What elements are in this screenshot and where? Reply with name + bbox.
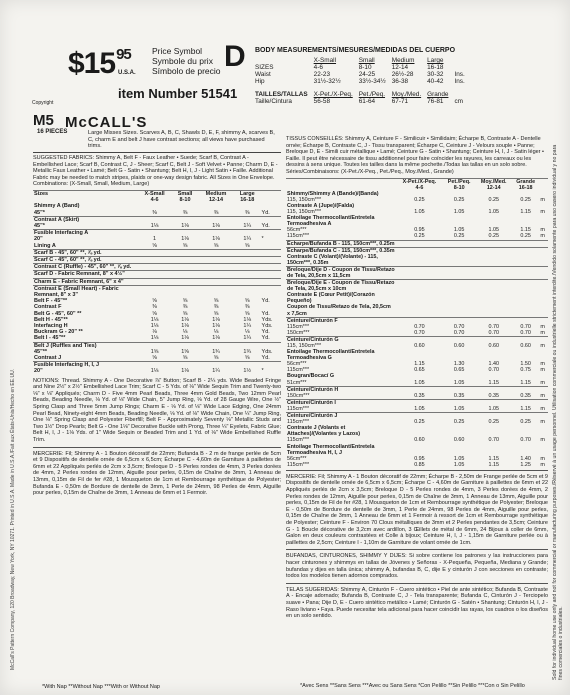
yardage-row: Contrast F ⅜ ⅜ ⅜ ⅜ [34,304,250,311]
metric-yardage-row: 115cm*** 0.85 1.05 1.15 1.25 m [287,461,545,468]
metric-yardage-row: Bougran/Bocací G [287,373,335,380]
price: $\$15^{95}$ [68,46,131,80]
price-symbol-letter: D [224,40,246,73]
metric-yardage-row: 115cm*** 0.25 0.25 0.25 0.25 m [287,419,545,426]
metric-yardage-row: Breloque/Dije D - Coupon de Tissu/Retazo de Tela, 20,5cm x 11,5cm [286,266,548,279]
yardage-table: Sizes X-Small Small Medium Large 4-6 8-10 12-14 16-18 Shimmy A (Band) 45"* ⅜ ⅜ ⅜ ⅜ Yd. Contrast A (Skirt) 45"* 1⅛ 1⅛ 1⅛ 1¼ Yd. Fusible Interfacing A 20" 1 1⅛ 1⅛ 1¼ * Lining A ⅝ ⅝ ⅝ ⅝ Scarf B - 45", 60" **, ⅞ yd. Scarf C - 45", 60" **, ⅞ yd. Contrast C (Ruffle) - 45", 60" **, ⅞ yd. Scarf D - Fabric Remnant, 8" x 4½" Charm E - Fabric Remnant, 6" x 4" Contrast E (Small Heart) - Fabric Remnant, 8" x 3" Belt F - 45"** ⅝ ⅝ ⅝ ⅝ Yd. Contrast F ⅜ ⅜ ⅜ ⅜ Belt G - 45", 60" ** ⅝ ⅝ ⅝ ⅝ Yd. Belt H - 45"** 1⅛ 1⅛ 1⅛ 1⅛ Yds. Interfacing H 1⅛ 1⅛ 1⅛ 1¼ Yds. Buckram G - 20" ** ⅛ ⅛ ⅛ ⅛ Yd. Belt I - 45"** 1⅛ 1⅛ 1⅛ 1¼ Yd. Belt J (Ruffles and Ties) 45"** 1⅝ 1⅝ 1¾ 1¾ Yds. Contrast J ⅝ ⅝ ⅝ ⅝ Yd. Fusible Interfacing H, I, J 20" 1⅛ 1⅛ 1¼ 1½ * [33,190,281,375]
nap-legend-french-spanish: *Avec Sens **Sans Sens ***Avec ou Sans Sens *Con Pelillo **Sin Pelillo ***Con o Sin Pelillo [300,683,525,689]
pieces-count: 16 PIECES [37,129,68,135]
usage-notice-vertical: Sold for individual home use only and not for commercial or manufacturing purposes./Réservé à un usage personnel. Utilisation commerciale ou industrielle strictement interdite./Vendido solamente para uso casero individual y no para fines comerciales o industriales. [552,144,564,680]
metric-yardage-row: Ceinture/Cinturón H [286,386,548,393]
yardage-row: Belt H - 45"** 1⅛ 1⅛ 1⅛ 1⅛ Yds. [34,316,273,323]
yardage-row: Contrast E (Small Heart) - Fabric Remnant, 8" x 3" [33,285,281,298]
body-measurements [255,47,555,105]
envelope-header [0,0,570,112]
metric-yardage-row: 56cm*** 0.95 1.05 1.05 1.15 m [287,227,545,234]
bufandas-text: BUFANDAS, CINTURONES, SHIMMY Y DIJES: Si sobre contiene los patrones y las instrucciones para hacer cinturones y shimmys en tallas de Jóvenes y Señoras - X-Pequeña, Pequeña, Mediana y Grande; bufandas y dijes en talla única; shimmy A, bufandas B, C, dije E y cinturón J con secciones en contraste; todos los modelos tienen adornos comprados. [286,553,548,580]
yardage-row: 45"* ⅜ ⅜ ⅜ ⅜ Yd. [34,209,270,216]
yardage-row: Contrast A (Skirt) [33,216,281,223]
yardage-row: Contrast J ⅝ ⅝ ⅝ ⅝ Yd. [34,355,270,362]
measurement-row: Hip 31½-32½ 33½-34½ 36-38 40-42 Ins. [255,78,465,85]
notions-english: NOTIONS: Thread. Shimmy A - One Decorative ⅞" Button; Scarf B - 2¼ yds. Wide Beaded Fringe and Nine 2½" x 2½" Embellished Lace Trim; Scarf C - 5 Yds. of ⅛" Wide Sequin Trim and Twenty-two ⅛" x ⅛" Appliqués; Charm D - Five 4mm Pearl Beads, Three 4mm Gold Beads, Two 12mm Pearl Beads, Beading Needle, ⅛ Yd. of ⅛" Wide Chain, 5" Jump Ring, ⅛ Yd. of 28 Gauge Wire, One ½" Spring Clasp and Three 5mm Jump Rings; Charm E - ⅛ Yd. of ⅛" Wide Lace Edging, One 24mm Pearl Bead, Ninety-eight 4mm Beads, Beading Needle, ⅛ Yd. of ⅛" Wide Chain, One ¼" Jump Ring, One ⅛" Spring Clasp and Polyester Fiberfill; Belt F - Approximately Seventy ⅛" Metallic Studs and Two 1½" Drop Pearls; Belt G - One 1⅛" Decorative Buckle with Prong, Three ¼" Eyelets, Fabric Glue; Belt H, I, J - 1⅛ Yds. of 1" Wide Sequin or Beaded Trim and 1 Yd. of ⅛" Wide Embellished Ruffle Trim. [33,377,281,443]
brand-logo: McCALL'S [65,114,148,131]
yardage-row: Contrast C (Ruffle) - 45", 60" **, ⅞ yd. [33,264,281,271]
yardage-row: Shimmy A (Band) [34,203,80,210]
telas-sugeridas: TELAS SUGERIDAS: Shimmy A, Cinturón F - Cuero sintético • Piel de ante sintético; Bufanda B, Contraste A - Encaje adornado; Bufanda B, Contraste C, J - Tela transparente; Bufanda C, Cinturón J - Terciopelo suave • Pana; Dije D, E - Cuero sintético metálico • Lamé; Cinturón G - Satén • Shantung; Cinturón H, I, J - Raso liviano • Faya. Puede necesitar tela adicional para hacer coincidir las rayas, los cuadros o los diseños en un solo sentido. [286,586,548,620]
yardage-row: Scarf B - 45", 60" **, ⅞ yd. [33,249,281,256]
mercerie-right: MERCERIE: Fil; Shimmy A - 1 Bouton décoratif de 22mm; Écharpe B - 2,50m de Frange perlée de 5cm et 9 Dispositifs de dentelle ornée de 6,5cm x 6,5cm; Écharpe C - 4,60m de Garniture à paillettes de 6mm et 22 Appliqués perlés de 2cm x 3,5cm; Breloque D - 5 Perles rondes de 4mm, 3 Perles dorées de 4mm, 2 Perles rondes de 12mm, Aiguille pour perles, 0,15m de Chaîne de 3mm, 1 Anneau de 13mm, Aiguille pour perles, 0,15m de Fil de fer #28, 1 Mousqueton de 1cm et Rembourrage synthétique de Polyester; Breloque E - 0,50m de Bordure de dentelle de 3mm, 1 Perle de 24mm, 98 Perles de 4mm, Aiguille pour perles, 0,15m de Chaîne de 3mm, 1 Anneau de 6mm et 1 Fermoir à ressort de 1cm et Rembourrage synthétique de Polyester; Ceinture F - Environ 70 Clous métalliques de 3mm et 2 Perles pendantes de 3,5cm; Ceinture G - 1 Boucle décorative de 3,2cm avec ardillon, 3 Œillets de métal de 6mm, 24 Bijoux à coller de 6mm, Galon en deux couleurs contrastées et Colle à bijoux; Ceinture H, I, J - 1,15m de Garniture perlée ou à paillettes de 2,5cm; Ceinture I - 1,10m de Garniture de volant ornée de 1cm. [286,473,548,546]
pattern-number: M5 [33,112,54,129]
french-spanish-column [286,134,548,682]
measurements-table: X-Small Small Medium Large SIZES 4-6 8-10 12-14 16-18 Waist 22-23 24-25 26½-28 30-32 Ins. Hip 31½-32½ 33½-34½ 36-38 40-42 Ins. TAILLES/TALLAS X-Pet./X-Peq. Pet./Peq. Moy./Med. Grande Taille/Cintura 56-58 61-64 67-71 76-81 cm [255,57,471,105]
description-text: Large Misses Sizes. Scarves A, B, C, Shawls D, E, F, shimmy A, scarves B, C, charm E and belt J have contrast sections; all views have purchased trims. [88,130,275,150]
metric-yardage-row: Shimmy/Shimmy A (Bande)/(Banda) [287,190,379,197]
measurement-row: Taille/Cintura 56-58 61-64 67-71 76-81 cm [255,98,463,105]
yardage-row: Scarf D - Fabric Remnant, 8" x 4½" [33,271,281,278]
metric-yardage-row: 51cm*** 1.05 1.05 1.15 1.15 m [287,379,545,386]
yardage-row: Belt F - 45"** ⅝ ⅝ ⅝ ⅝ Yd. [34,298,270,305]
body-measurements-title: BODY MEASUREMENTS/MESURES/MEDIDAS DEL CUERPO [255,47,456,54]
metric-yardage-row: 115cm*** 0.60 0.60 0.70 0.70 m [287,437,545,444]
metric-yardage-row: Contraste J (Volants et Attaches)/(Volantes y Lazos) [287,425,360,438]
yardage-row: 20" 1 1⅛ 1⅛ 1¼ * [34,236,264,243]
metric-yardage-row: 115, 150cm*** 0.60 0.60 0.60 0.60 m [287,343,545,349]
metric-yardage-row: Contraste E (Cœur Petit)/(Corazón Pequeño) [287,292,375,305]
metric-yardage-row: 115, 150cm*** 1.05 1.05 1.05 1.15 m [287,209,545,216]
item-number: item Number 51541 [118,86,238,101]
metric-yardage-row: Entoilage Thermocollant/Entretela Termoadhesiva G [287,349,375,362]
metric-yardage-row: Ceinture/Cinturón I [286,399,548,406]
metric-yardage-row: Entoilage Thermocollant/Entretela Termoadhesiva H, I, J [287,443,375,456]
metric-yardage-row: Entoilage Thermocollant/Entretela Termoadhesiva A [287,215,375,228]
yardage-row: Lining A ⅝ ⅝ ⅝ ⅝ [34,242,250,249]
measurement-row: Waist 22-23 24-25 26½-28 30-32 Ins. [255,71,465,78]
metric-yardage-row: Écharpe/Bufanda C - 115, 150cm***, 0.35m [286,247,548,254]
yardage-row: Belt G - 45", 60" ** ⅝ ⅝ ⅝ ⅝ Yd. [34,310,270,317]
price-symbol-label: Price Symbol Symbole du prix Símbolo de precio [152,46,221,76]
tissus-conseilles: TISSUS CONSEILLÉS: Shimmy A, Ceinture F - Similicuir • Similidaim; Écharpe B, Contraste A - Dentelle ornée; Écharpe B, Contraste C, J - Tissu transparent; Écharpe C, Ceinture J - Velours souple • Panne; Breloque D, E - Simili cuir métallique • Lamé; Ceinture G - Satin • Shantung; Ceinture H, I, J - Satin léger • Faille. Il peut être nécessaire de tissu additionnel pour faire coïncider les rayures, les carreaux ou les dessins à sens unique. Toutes les tailles dans la même pochette./Todas las tallas en un solo sobre. Séries/Combinaisons: (X-Pet./X-Peq., Pet./Peq., Moy./Med., Grande) [286,136,544,175]
metric-yardage-row: Contraste A (Jupe)/(Falda) [287,202,354,209]
mercerie-left: MERCERIE: Fil; Shimmy A - 1 Bouton décoratif de 22mm; Bufanda B - 2 m de frange perlée de 5cm et 9 Dispositifs de dentelle ornée de 6,5cm x 6,5cm; Écharpe C - 4,60m de Garniture à paillettes de 6mm et 22 Appliqués perlés de 2cm x 3,5cm; Breloque D - 5 Perles rondes de 4mm, 3 Perles dorées de 4mm, 2 Perles rondes de 12mm, Aiguille pour perles, 0,15m de Chaîne de 3mm, 1 Anneau de 13mm, 0,15m de Fil de fer #28, 1 Mousqueton de 1cm et Rembourrage synthétique de Polyester; Bufanda E - 0,50m de Bordure de dentelle de 3mm, 1 Perle de 24mm, 98 Perles de 4mm, Aiguille pour perles, 0,15m de Chaîne de 3mm, 1 Anneau de 6mm et 1 Fermoir. [33,450,281,497]
yardage-row: 45"* 1⅛ 1⅛ 1⅛ 1¼ Yd. [34,222,270,229]
metric-yardage-row: 115cm*** 1.05 1.05 1.05 1.15 m [287,405,545,412]
yardage-row: Fusible Interfacing A [33,230,281,237]
metric-yardage-row: 115cm*** 0.65 0.65 0.70 0.75 m [287,367,545,374]
nap-legend-english: *With Nap **Without Nap ***With or Without Nap [42,684,160,690]
english-column [33,152,281,681]
yardage-row: Fusible Interfacing H, I, J [33,362,281,369]
yardage-row: Buckram G - 20" ** ⅛ ⅛ ⅛ ⅛ Yd. [34,329,270,336]
metric-yardage-row: Ceinture/Cinturón G [286,336,548,343]
yardage-row: Charm E - Fabric Remnant, 6" x 4" [33,278,281,285]
metric-yardage-row: 115cm*** 0.70 0.70 0.70 0.70 m [287,323,545,330]
metric-yardage-row: 56cm*** 1.15 1.30 1.40 1.50 m [287,361,545,368]
metric-yardage-row: Ceinture/Cinturón F [286,317,548,324]
yardage-row: 45"** 1⅝ 1⅝ 1¾ 1¾ Yds. [34,348,273,355]
metric-yardage-row: 56cm*** 0.95 1.05 1.15 1.40 m [287,455,545,462]
metric-yardage-row: Ceinture/Cinturón J [286,413,548,420]
metric-yardage-row: Écharpe/Bufanda B - 115, 150cm***, 0.25m [286,240,548,247]
yardage-row: Scarf C - 45", 60" **, ⅞ yd. [33,257,281,264]
measurement-row: SIZES 4-6 8-10 12-14 16-18 [255,64,444,71]
metric-yardage-row: Breloque/Dije E - Coupon de Tissu/Retazo de Tela, 20,5cm x 10cm [286,280,548,293]
metric-yardage-row: 150cm*** 0.35 0.35 0.35 0.35 m [287,392,545,399]
metric-yardage-row: 115, 150cm*** 0.25 0.25 0.25 0.25 m [287,196,545,203]
metric-yardage-table: X-Pet./X-Peq. Pet./Peq. Moy./Med. Grande 4-6 8-10 12-14 16-18 Shimmy/Shimmy A (Bande)/(Banda) 115, 150cm*** 0.25 0.25 0.25 0.25 m Contraste A (Jupe)/(Falda) 115, 150cm*** 1.05 1.05 1.05 1.15 m Entoilage Thermocollant/Entretela Termoadhesiva A 56cm*** 0.95 1.05 1.05 1.15 m 115cm*** 0.25 0.25 0.25 0.25 m Écharpe/Bufanda B - 115, 150cm***, 0.25m Écharpe/Bufanda C - 115, 150cm***, 0.35m Contraste C (Volant)/(Volante) - 115, 150cm***, 0.35m Breloque/Dije D - Coupon de Tissu/Retazo de Tela, 20,5cm x 11,5cm Breloque/Dije E - Coupon de Tissu/Retazo de Tela, 20,5cm x 10cm Contraste E (Cœur Petit)/(Corazón Pequeño) Coupon de Tissu/Retazo de Tela, 20,5cm x 7,5cm Ceinture/Cinturón F 115cm*** 0.70 0.70 0.70 0.70 m 150cm*** 0.70 0.70 0.70 0.70 m Ceinture/Cinturón G 115, 150cm*** 0.60 0.60 0.60 0.60 m Entoilage Thermocollant/Entretela Termoadhesiva G 56cm*** 1.15 1.30 1.40 1.50 m 115cm*** 0.65 0.65 0.70 0.75 m Bougran/Bocací G 51cm*** 1.05 1.05 1.15 1.15 m Ceinture/Cinturón H 150cm*** 0.35 0.35 0.35 0.35 m Ceinture/Cinturón I 115cm*** 1.05 1.05 1.05 1.15 m Ceinture/Cinturón J 115cm*** 0.25 0.25 0.25 0.25 m Contraste J (Volants et Attaches)/(Volantes y Lazos) 115cm*** 0.60 0.60 0.70 0.70 m Entoilage Thermocollant/Entretela Termoadhesiva H, I, J 56cm*** 0.95 1.05 1.15 1.40 m 115cm*** 0.85 1.05 1.15 1.25 m [286,178,548,468]
copyright: Copyright [32,100,54,106]
metric-yardage-row: 150cm*** 0.70 0.70 0.70 0.70 m [287,329,545,336]
yardage-row: Interfacing H 1⅛ 1⅛ 1⅛ 1¼ Yds. [34,323,273,330]
yardage-row: Belt J (Ruffles and Ties) [33,342,281,349]
suggested-fabrics: SUGGESTED FABRICS: Shimmy A, Belt F - Faux Leather • Suede; Scarf B, Contrast A - Embellished Lace; Scarf B, Contrast C, J - Sheer; Scarf C, Belt J - Soft Velvet • Panne; Charm D, E - Metallic Faux Leather • Lamé; Belt G - Satin • Shantung; Belt H, I, J - Light Satin • Faille. Additional Fabric may be needed to match stripes, plaids or one-way design fabric. All Sizes in One Envelope. Combinations: (X-Small, Small, Medium, Large) [33,155,278,188]
yardage-row: 20" 1⅛ 1⅛ 1¼ 1½ * [34,368,264,375]
metric-yardage-row: 115cm*** 0.25 0.25 0.25 0.25 m [287,233,545,240]
price-country: U.S.A. [118,70,136,76]
metric-yardage-row: Coupon de Tissu/Retazo de Tela, 20,5cm x 7,5cm [287,304,391,317]
publisher-notice-vertical: McCall's Pattern Company, 120 Broadway, New York, NY 10271. Printed in U.S.A. Made in U.S.A./Fait aux États-Unis/Hecho en EE.UU. [10,368,16,670]
metric-yardage-row: Contraste C (Volant)/(Volante) - 115, 150cm***, 0.35m [287,253,378,266]
yardage-row: Belt I - 45"** 1⅛ 1⅛ 1⅛ 1¼ Yd. [34,335,270,342]
